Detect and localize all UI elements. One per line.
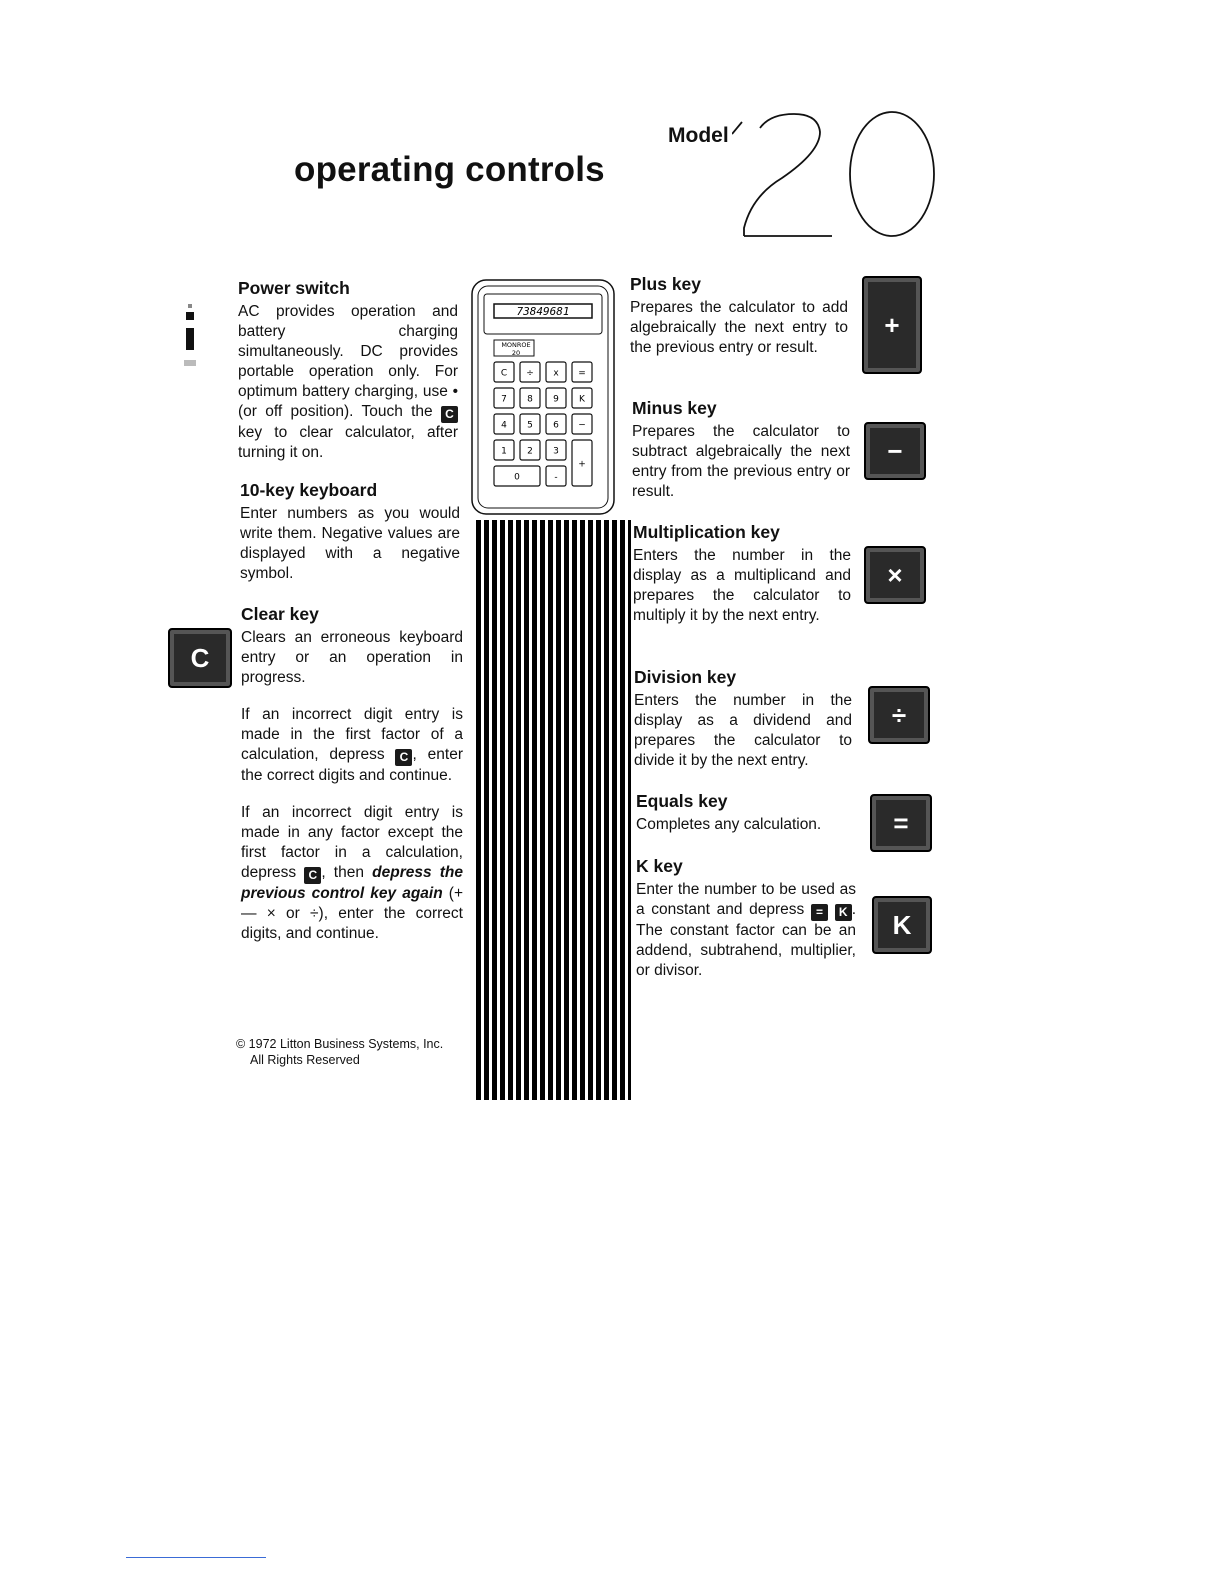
calculator-key-label: 2 [527,446,533,457]
clear-key-heading: Clear key [241,604,319,624]
calculator-key-label: K [579,394,585,405]
k-key-text-end: . The constant factor can be an addend, subtrahend, multiplier, or divisor. [636,901,857,979]
equals-key-section [636,791,854,835]
multiplication-key-icon: × [864,546,926,604]
calculator-display-text: 73849681 [516,305,570,318]
k-key-section [636,856,856,981]
copyright [236,1036,443,1068]
k-key-text: Enter the number to be used as a constant and depress [636,881,856,918]
minus-key-section [632,398,850,502]
calculator-key-label: - [554,472,558,483]
model-label: Model [668,124,729,147]
calculator-key-label: 0 [514,472,520,483]
clear-key-para2: If an incorrect digit entry is made in the first factor of a calculation, depress [241,706,463,763]
clear-key-inline-icon: C [441,406,458,423]
calculator-key-label: 5 [527,420,533,431]
calculator-key-label: 7 [501,394,507,405]
keyboard-heading: 10-key keyboard [240,480,378,500]
clear-key-icon: C [168,628,232,688]
model-number-graphic [732,108,942,244]
clear-key-inline-icon: C [395,749,412,766]
minus-key-icon: − [864,422,926,480]
k-key-icon: K [872,896,932,954]
multiplication-key-section [633,522,851,626]
calculator-key-label: x [553,368,559,379]
calculator-key-label: C [500,368,508,379]
clear-key-para3-emphasis: depress the previous control key again [241,864,464,902]
clear-key-para3-mid: , then [321,864,364,881]
keyboard-section [240,480,460,584]
equals-key-heading: Equals key [636,791,728,811]
calculator-key-label: + [578,459,586,470]
equals-key-icon: = [870,794,932,852]
clear-key-section [241,604,463,944]
division-key-section [634,667,852,771]
equals-key-inline-icon: = [811,904,828,921]
copyright-line-1: © 1972 Litton Business Systems, Inc. [236,1037,444,1051]
power-switch-icon [176,300,208,380]
power-switch-section [238,278,458,463]
power-switch-heading: Power switch [238,278,350,298]
calculator-key-label: 9 [553,394,559,405]
power-switch-text: AC provides operation and battery charging simultaneously. DC provides portable operation only. For optimum battery charging, use • (or off position). Touch the [238,303,458,420]
multiplication-key-heading: Multiplication key [633,522,780,542]
plus-key-text: Prepares the calculator to add algebraically the next entry to the previous entry or result. [630,299,848,356]
calculator-key-label: = [578,368,586,379]
calculator-key-label: 1 [501,446,507,457]
calculator-key-label: 6 [553,420,559,431]
multiplication-key-text: Enters the number in the display as a multiplicand and prepares the calculator to multiply it by the next entry. [633,547,851,624]
equals-key-text: Completes any calculation. [636,816,822,833]
division-key-heading: Division key [634,667,737,687]
minus-key-text: Prepares the calculator to subtract algebraically the next entry from the previous entry or result. [632,423,850,500]
calculator-key-label: − [578,420,586,431]
plus-key-heading: Plus key [630,274,702,294]
power-switch-text-end: key to clear calculator, after turning it on. [238,424,458,461]
k-key-heading: K key [636,856,683,876]
division-key-icon: ÷ [868,686,930,744]
page-title: operating controls [294,150,605,189]
calculator-key-label: ÷ [526,368,534,379]
calculator-key-label: 8 [527,394,533,405]
calculator-model: 20 [511,349,521,357]
clear-key-text: Clears an erroneous keyboard entry or an operation in progress. [241,629,463,686]
calculator-key-label: 4 [501,420,507,431]
k-key-inline-icon: K [835,904,852,921]
footnote-rule [126,1557,266,1558]
minus-key-heading: Minus key [632,398,717,418]
calculator-key-label: 3 [553,446,559,457]
decorative-stripes [476,520,631,1100]
division-key-text: Enters the number in the display as a dividend and prepares the calculator to divide it by the next entry. [634,692,852,769]
copyright-line-2: All Rights Reserved [250,1053,360,1067]
clear-key-para3: If an incorrect digit entry is made in any factor except the first factor in a calculation, depress [241,804,463,881]
calculator-brand: MONROE [501,341,531,349]
plus-key-icon: + [862,276,922,374]
clear-key-para3-end: (+ — × or ÷), enter the correct digits, and continue. [241,885,463,942]
calculator-illustration [470,278,616,518]
clear-key-para2-end: , enter the correct digits and continue. [241,746,463,784]
keyboard-text: Enter numbers as you would write them. Negative values are displayed with a negative symbol. [240,505,460,582]
plus-key-section [630,274,848,358]
clear-key-inline-icon: C [304,867,321,884]
